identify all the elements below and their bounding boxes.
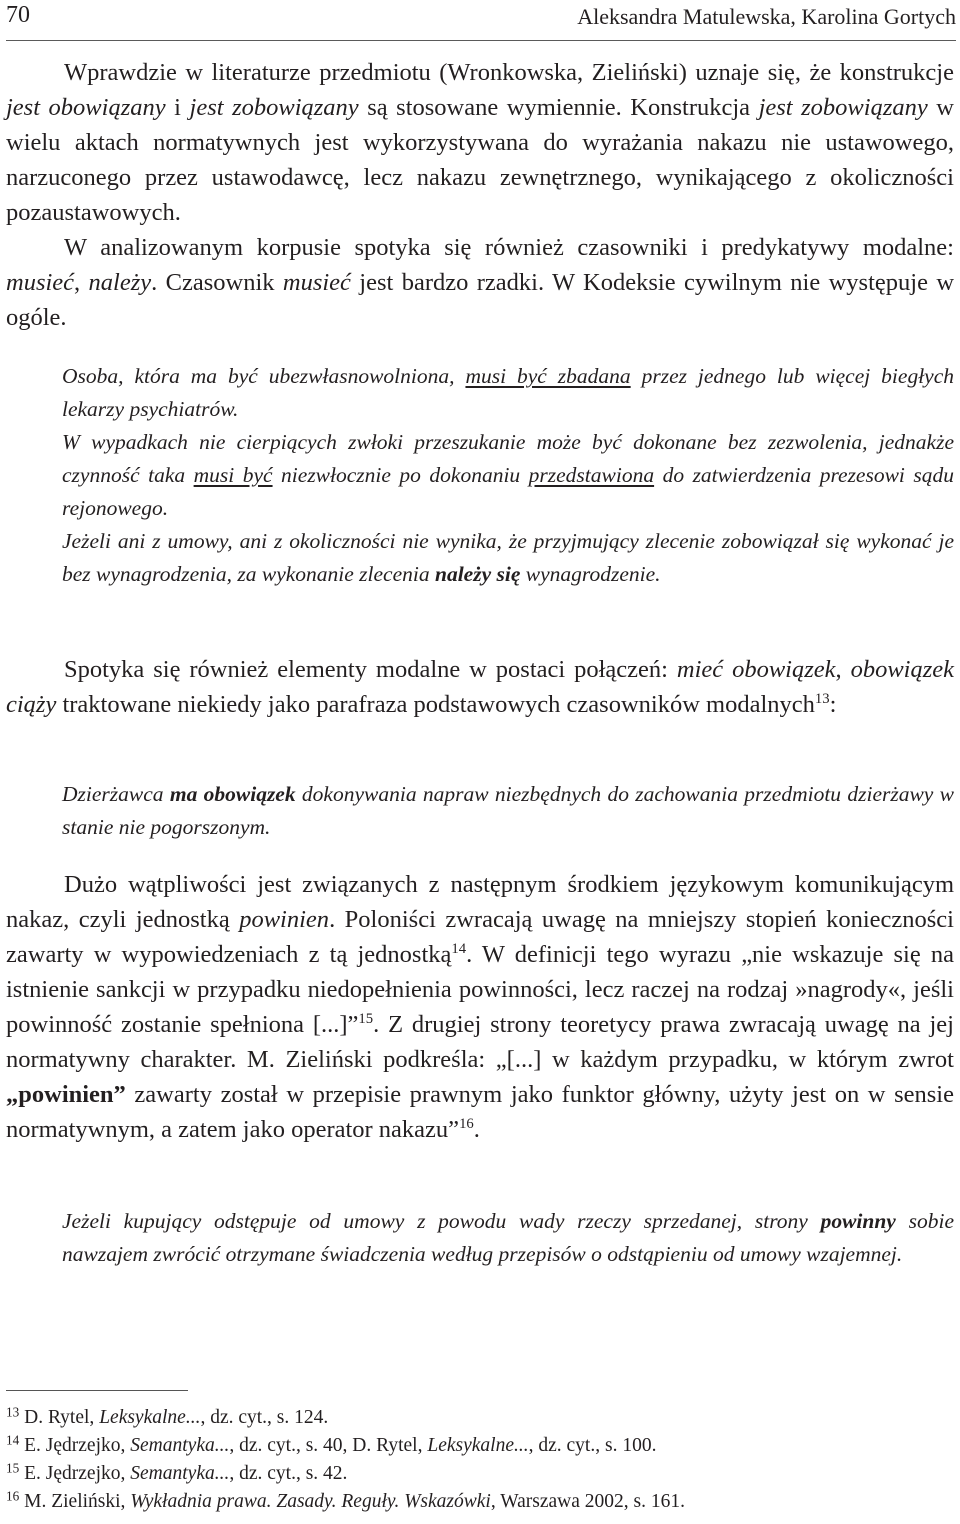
text-run: E. Jędrzejko, bbox=[24, 1435, 131, 1456]
text-run: Jeżeli ani z umowy, ani z okoliczności nie wynika, że przyjmujący zlecenie zobowiązał się wykonać je bez wynagrodzenia, za wykonanie zlecenia bbox=[62, 529, 954, 586]
example-4 bbox=[62, 778, 954, 844]
text-run: jest zobowiązany bbox=[189, 94, 359, 121]
footnote-14 bbox=[6, 1432, 954, 1460]
text-run: powinien bbox=[239, 906, 330, 933]
text-run: . W definicji tego wyrazu „nie wskazuje się na istnienie sankcji w przypadku niedopełnienia powinności, lecz raczej na rodzaj »nagrody«, jeśli powinność zostanie spełniona [...]” bbox=[6, 941, 954, 1038]
page-header bbox=[6, 0, 956, 41]
example-2 bbox=[62, 426, 954, 525]
footnote-ref-14: 14 bbox=[451, 941, 467, 958]
page-number: 70 bbox=[6, 2, 30, 28]
example-block-3 bbox=[62, 1205, 954, 1271]
text-run: , dz. cyt., s. 124. bbox=[200, 1407, 329, 1428]
text-run: jest bardzo rzadki. W Kodeksie cywilnym nie występuje w ogóle. bbox=[6, 269, 955, 331]
example-1 bbox=[62, 360, 954, 426]
text-run: jest zobowiązany bbox=[758, 94, 928, 121]
text-run: 13 bbox=[6, 1404, 20, 1420]
text-run: zawarty został w przepisie prawnym jako funktor główny, użyty jest on w sensie normatywnym, a zatem jako operator nakazu” bbox=[6, 1081, 954, 1143]
text-run: M. Zieliński, bbox=[24, 1491, 131, 1512]
text-run: D. Rytel, bbox=[24, 1407, 100, 1428]
example-block-1 bbox=[62, 360, 954, 591]
text-run: są stosowane wymiennie. Konstrukcja bbox=[358, 94, 759, 121]
text-run: E. Jędrzejko, bbox=[24, 1463, 131, 1484]
text-run: . Czasownik bbox=[151, 269, 283, 296]
body-section-2 bbox=[6, 652, 954, 722]
text-run: jest obowiązany bbox=[6, 94, 166, 121]
text-run: Dzierżawca bbox=[62, 782, 170, 806]
text-run: musieć bbox=[282, 269, 351, 296]
text-run: , bbox=[74, 269, 89, 296]
body-section-1 bbox=[6, 55, 954, 335]
paragraph-3 bbox=[6, 652, 954, 722]
text-run: przez jednego lub więcej biegłych lekarzy psychiatrów. bbox=[62, 364, 954, 421]
text-run: przedstawiona bbox=[528, 463, 655, 487]
text-run: Leksykalne... bbox=[99, 1407, 201, 1428]
text-run: , dz. cyt., s. 40, D. Rytel, bbox=[229, 1435, 428, 1456]
text-run: Semantyka... bbox=[130, 1463, 230, 1484]
text-run: 16 bbox=[6, 1488, 20, 1504]
text-run: 15 bbox=[6, 1460, 20, 1476]
text-run: niezwłocznie po dokonaniu bbox=[272, 463, 529, 487]
footnote-16 bbox=[6, 1488, 954, 1516]
text-run: mieć obowiązek bbox=[676, 656, 836, 683]
text-run: powinny bbox=[820, 1209, 896, 1233]
text-run: musi być zbadana bbox=[465, 364, 631, 388]
example-block-2 bbox=[62, 778, 954, 844]
text-run: Leksykalne... bbox=[427, 1435, 529, 1456]
text-run: obowiązek ciąży bbox=[6, 656, 954, 718]
body-section-3 bbox=[6, 867, 954, 1147]
text-run: do zatwierdzenia prezesowi sądu rejonowego. bbox=[62, 463, 955, 520]
paragraph-4 bbox=[6, 867, 954, 1147]
text-run: . Z drugiej strony teoretycy prawa zwracają uwagę na jej normatywny charakter. M. Zieliński podkreśla: „[...] w każdym przypadku, w którym zwrot bbox=[6, 1011, 954, 1073]
text-run: 14 bbox=[6, 1432, 20, 1448]
text-run: Spotyka się również elementy modalne w postaci połączeń: bbox=[64, 656, 677, 683]
text-run: ma obowiązek bbox=[169, 782, 296, 806]
text-run: , dz. cyt., s. 42. bbox=[229, 1463, 348, 1484]
text-run: . Poloniści zwracają uwagę na mniejszy stopień konieczności zawarty w wypowiedzeniach z tą jednostką bbox=[6, 906, 954, 968]
text-run: Wprawdzie w literaturze przedmiotu (Wronkowska, Zieliński) uznaje się, że konstrukcje bbox=[64, 59, 954, 86]
text-run: musi być bbox=[193, 463, 273, 487]
footnote-separator bbox=[6, 1390, 188, 1391]
text-run: Osoba, która ma być ubezwłasnowolniona, bbox=[62, 364, 466, 388]
text-run: W analizowanym korpusie spotyka się również czasowniki i predykatywy modalne: bbox=[64, 234, 954, 261]
text-run: Semantyka... bbox=[130, 1435, 230, 1456]
text-run: wynagrodzenie. bbox=[520, 562, 661, 586]
text-run: „powinien” bbox=[6, 1081, 126, 1108]
footnotes bbox=[6, 1404, 954, 1516]
text-run: sobie nawzajem zwrócić otrzymane świadczenia według przepisów o odstąpieniu od umowy wzajemnej. bbox=[62, 1209, 954, 1266]
text-run: Dużo wątpliwości jest związanych z następnym środkiem językowym komunikującym nakaz, czyli jednostką bbox=[6, 871, 954, 933]
text-run: , dz. cyt., s. 100. bbox=[528, 1435, 657, 1456]
paragraph-2 bbox=[6, 230, 954, 335]
text-run: Jeżeli kupujący odstępuje od umowy z powodu wady rzeczy sprzedanej, strony bbox=[62, 1209, 821, 1233]
paragraph-1 bbox=[6, 55, 954, 230]
footnote-ref-16: 16 bbox=[459, 1116, 474, 1133]
footnote-ref-15: 15 bbox=[358, 1011, 374, 1028]
text-run: dokonywania napraw niezbędnych do zachowania przedmiotu dzierżawy w stanie nie pogorszonym. bbox=[62, 782, 955, 839]
text-run: Wykładnia prawa. Zasady. Reguły. Wskazówki bbox=[130, 1491, 491, 1512]
example-5 bbox=[62, 1205, 954, 1271]
footnote-13 bbox=[6, 1404, 954, 1432]
text-run: należy bbox=[88, 269, 152, 296]
example-3 bbox=[62, 525, 954, 591]
text-run: w wielu aktach normatywnych jest wykorzystywana do wyrażania nakazu nie ustawowego, narzuconego przez ustawodawcę, lecz nakazu zewnętrznego, wynikającego z okoliczności pozaustawowych. bbox=[6, 94, 954, 226]
text-run: należy się bbox=[435, 562, 521, 586]
text-run: , Warszawa 2002, s. 161. bbox=[490, 1491, 685, 1512]
text-run: : bbox=[829, 691, 837, 718]
footnote-ref-13: 13 bbox=[814, 691, 830, 708]
text-run: , bbox=[835, 656, 851, 683]
text-run: musieć bbox=[6, 269, 75, 296]
footnote-15 bbox=[6, 1460, 954, 1488]
text-run: traktowane niekiedy jako parafraza podstawowych czasowników modalnych bbox=[56, 691, 815, 718]
text-run: . bbox=[473, 1116, 480, 1143]
running-head: Aleksandra Matulewska, Karolina Gortych bbox=[577, 4, 956, 29]
text-run: W wypadkach nie cierpiących zwłoki przeszukanie może być dokonane bez zezwolenia, jednakże czynność taka bbox=[62, 430, 954, 487]
text-run: i bbox=[165, 94, 190, 121]
